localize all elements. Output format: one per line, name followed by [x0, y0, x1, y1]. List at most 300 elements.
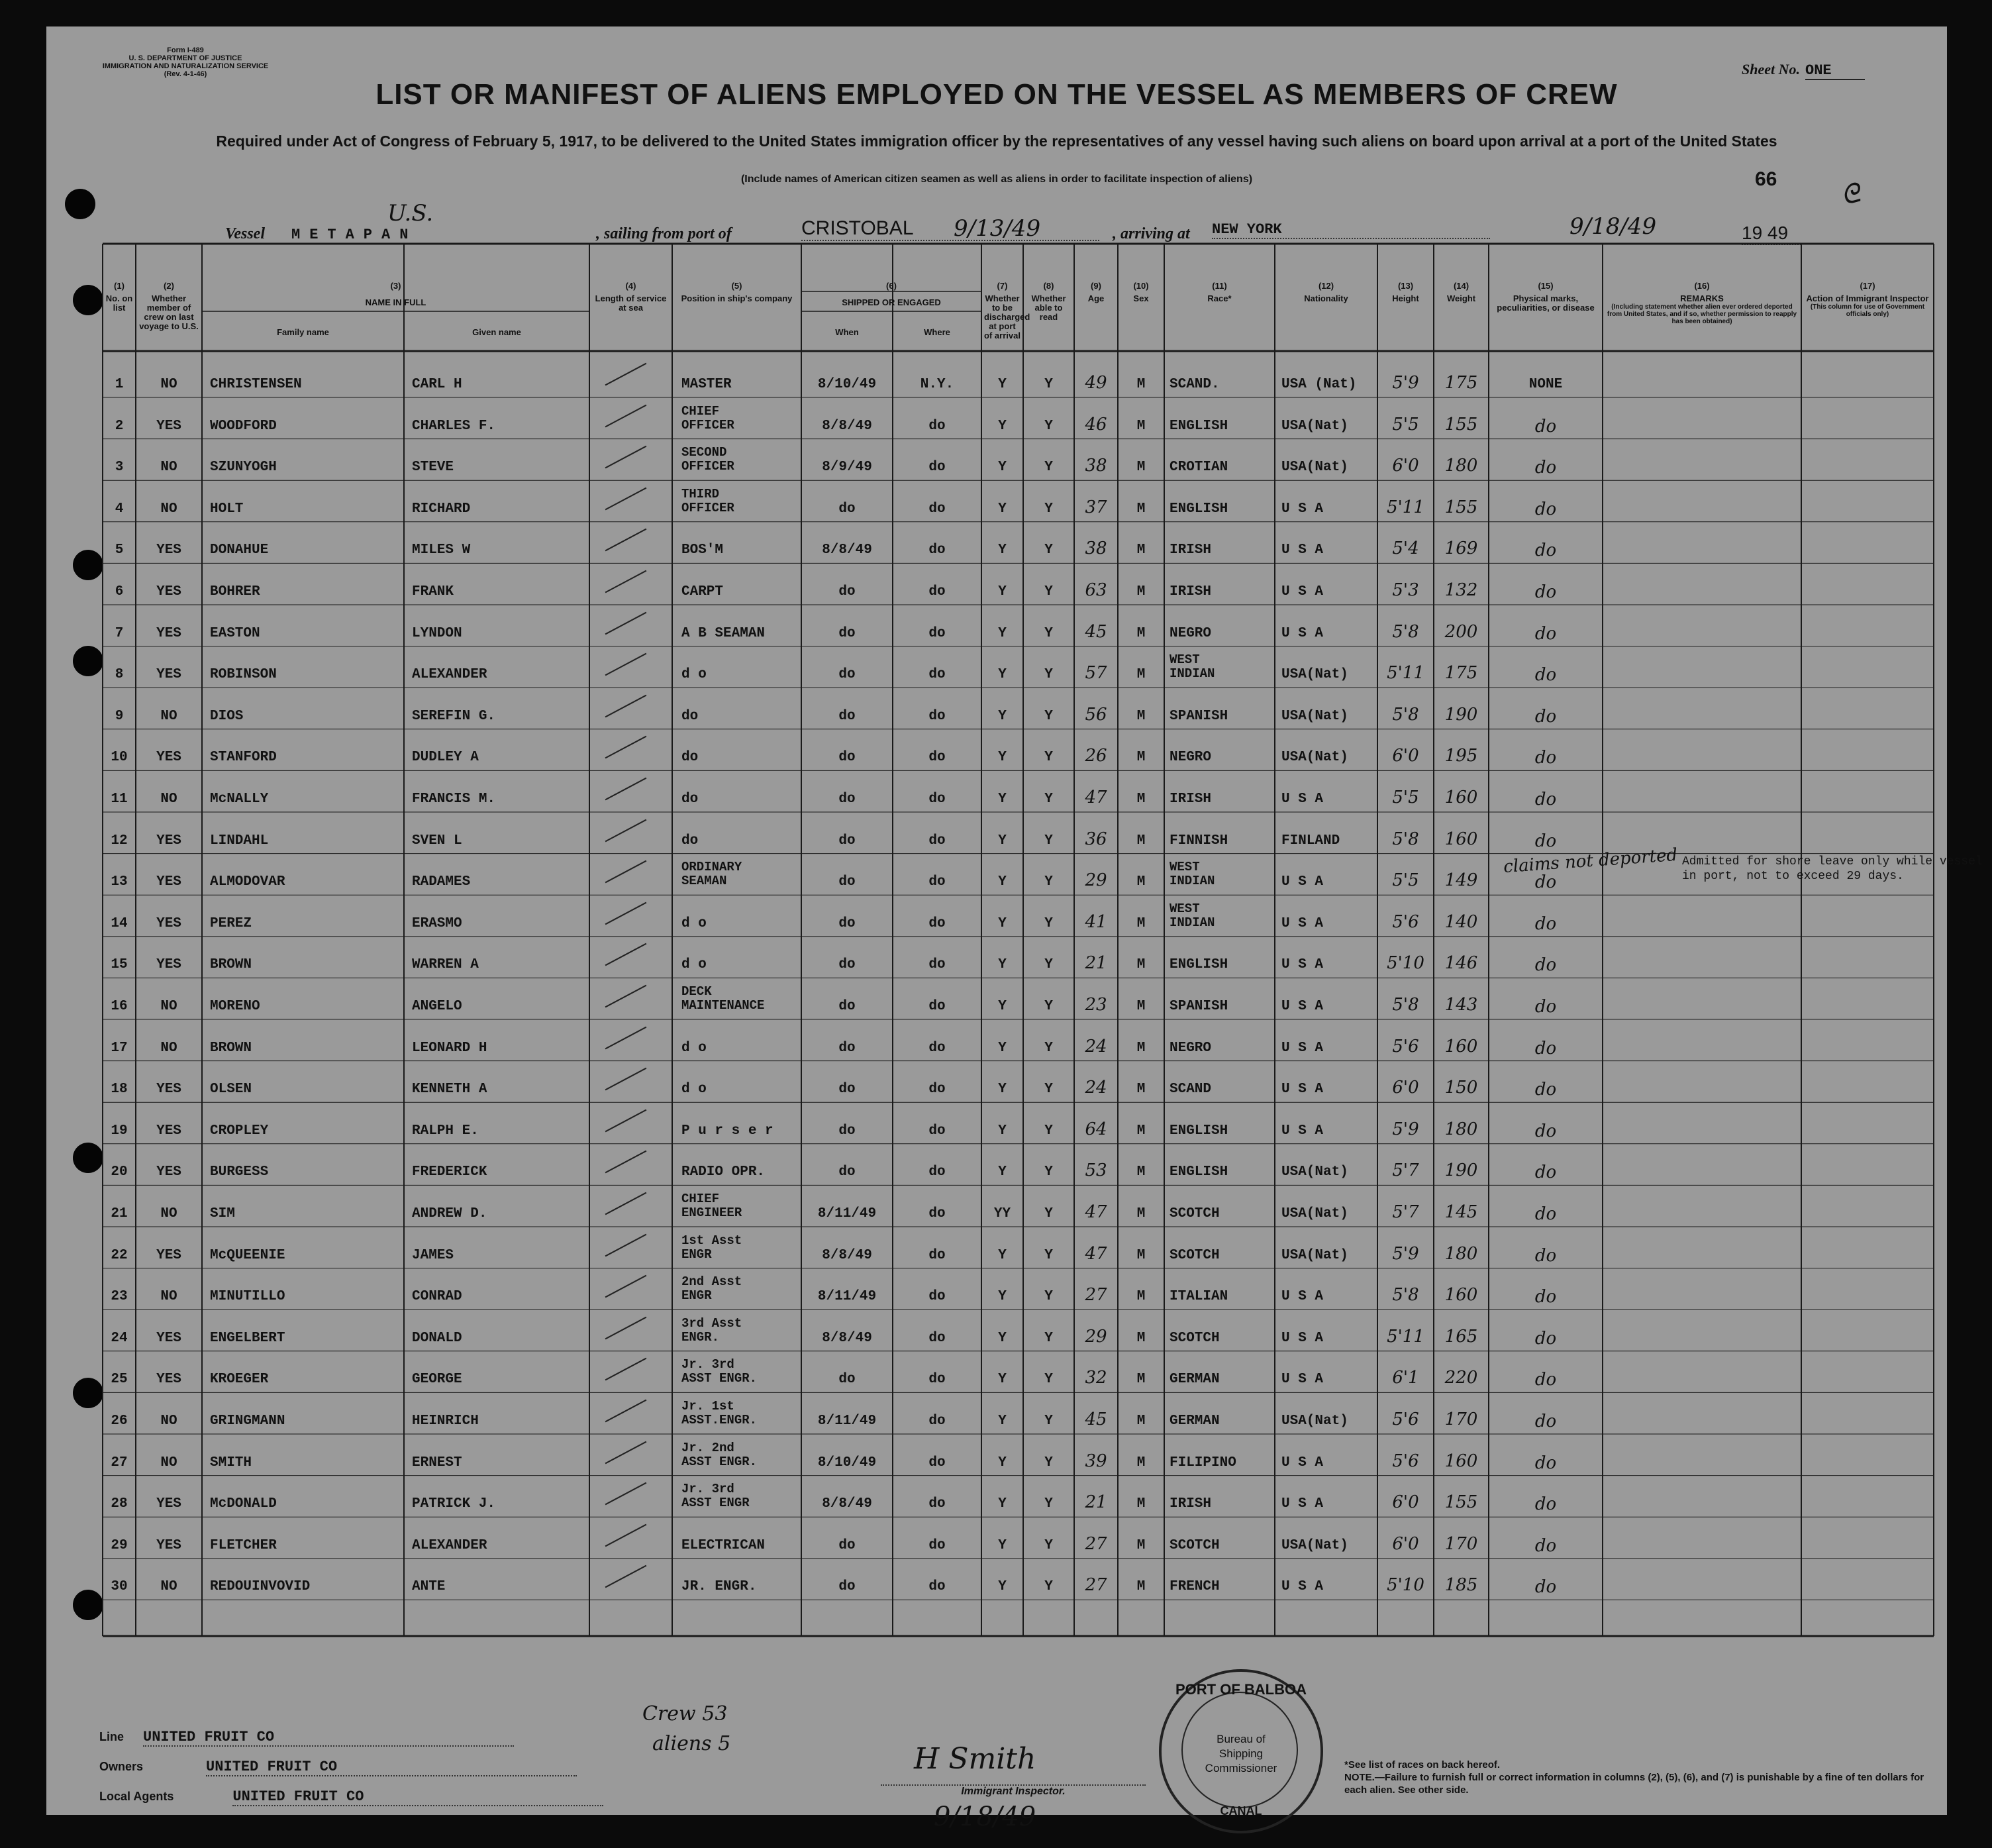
- cell-last-voyage: NO: [160, 999, 177, 1014]
- column-number: (6): [886, 281, 897, 291]
- cell-sex: M: [1136, 792, 1146, 807]
- column-number: (17): [1860, 281, 1875, 291]
- cell-physical-marks: do: [1534, 706, 1557, 727]
- cell-when: 8/10/49: [817, 1455, 877, 1470]
- cell-race: FRENCH: [1170, 1579, 1220, 1595]
- cell-nationality: USA(Nat): [1281, 418, 1348, 434]
- cell-physical-marks: do: [1534, 831, 1557, 851]
- cell-age: 39: [1085, 1451, 1107, 1471]
- cell-discharged: Y: [998, 750, 1007, 766]
- cell-able-to-read: Y: [1044, 1413, 1053, 1429]
- cell-discharged: Y: [998, 957, 1007, 973]
- column-subheader: When: [835, 327, 859, 337]
- cell-nationality: U S A: [1281, 999, 1324, 1014]
- cell-where: do: [928, 1123, 946, 1139]
- cell-last-voyage: YES: [156, 1082, 181, 1098]
- cell-position: Jr. 2nd: [681, 1440, 734, 1455]
- line-field: Line UNITED FRUIT CO: [99, 1729, 514, 1747]
- cell-family-name: OLSEN: [210, 1082, 252, 1098]
- cell-height: 5'8: [1392, 995, 1419, 1015]
- cell-position: d o: [681, 957, 707, 973]
- cell-discharged: Y: [998, 833, 1007, 848]
- cell-when: do: [838, 501, 856, 517]
- cell-family-name: SIM: [210, 1206, 235, 1221]
- cell-weight: 155: [1444, 414, 1478, 435]
- cell-weight: 165: [1444, 1326, 1478, 1347]
- cell-position: THIRD: [681, 486, 720, 501]
- cell-given-name: ERNEST: [412, 1455, 462, 1470]
- length-of-service-mark: [605, 611, 647, 635]
- cell-weight: 160: [1444, 1285, 1478, 1306]
- cell-when: 8/8/49: [822, 1496, 872, 1512]
- cell-age: 56: [1085, 704, 1107, 725]
- cell-given-name: ALEXANDER: [412, 1537, 487, 1553]
- cell-physical-marks: do: [1534, 416, 1557, 436]
- cell-last-voyage: YES: [156, 874, 181, 890]
- length-of-service-mark: [605, 487, 647, 510]
- cell-sex: M: [1136, 1206, 1146, 1221]
- cell-last-voyage: NO: [160, 1455, 177, 1470]
- cell-given-name: PATRICK J.: [412, 1496, 496, 1512]
- cell-given-name: STEVE: [412, 460, 454, 476]
- cell-family-name: MINUTILLO: [210, 1289, 285, 1305]
- cell-last-voyage: NO: [160, 792, 177, 807]
- stamp-outer-text: PORT OF BALBOA: [1175, 1681, 1307, 1698]
- cell-last-voyage: YES: [156, 1372, 181, 1388]
- footnote-penalty: NOTE.—Failure to furnish full or correct information in columns (2), (5), (6), and (7) is punishable by a fine of ten dollars for each alien. See other side.: [1344, 1772, 1924, 1796]
- cell-when: do: [838, 833, 856, 848]
- cell-last-voyage: YES: [156, 542, 181, 558]
- column-header: Race*: [1207, 293, 1232, 303]
- cell-number: 15: [111, 957, 128, 973]
- cell-sex: M: [1136, 584, 1146, 599]
- cell-last-voyage: NO: [160, 708, 177, 724]
- cell-discharged: Y: [998, 501, 1007, 517]
- cell-when: 8/9/49: [822, 460, 872, 476]
- cell-where: do: [928, 1496, 946, 1512]
- cell-race: INDIAN: [1170, 666, 1215, 682]
- column-number: (5): [731, 281, 742, 291]
- cell-weight: 180: [1444, 1243, 1478, 1264]
- cell-when: 8/8/49: [822, 1247, 872, 1263]
- length-of-service-mark: [605, 1400, 647, 1423]
- length-of-service-mark: [605, 901, 647, 925]
- cell-nationality: U S A: [1281, 501, 1324, 517]
- cell-weight: 146: [1444, 953, 1478, 974]
- cell-sex: M: [1136, 542, 1146, 558]
- cell-nationality: USA(Nat): [1281, 1164, 1348, 1180]
- cell-height: 5'10: [1387, 1575, 1424, 1596]
- cell-position: ENGR.: [681, 1329, 720, 1345]
- vessel-name-field: [291, 225, 589, 244]
- corner-mark: ᘓ: [1837, 178, 1864, 211]
- cell-where: do: [928, 1330, 946, 1346]
- cell-given-name: RICHARD: [412, 501, 471, 517]
- cell-age: 24: [1085, 1078, 1107, 1098]
- cell-physical-marks: do: [1534, 499, 1557, 519]
- cell-number: 3: [115, 460, 124, 476]
- cell-sex: M: [1136, 377, 1146, 392]
- cell-age: 29: [1085, 1326, 1107, 1347]
- cell-physical-marks: do: [1534, 955, 1557, 976]
- cell-able-to-read: Y: [1044, 1082, 1053, 1098]
- cell-age: 29: [1085, 870, 1107, 891]
- length-of-service-mark: [605, 778, 647, 801]
- cell-race: IRISH: [1170, 1496, 1212, 1512]
- cell-position: Jr. 3rd: [681, 1357, 734, 1372]
- punch-hole: [73, 285, 103, 315]
- cell-nationality: FINLAND: [1281, 833, 1340, 848]
- cell-height: 6'0: [1392, 1078, 1419, 1098]
- column-header: Position in ship's company: [681, 293, 793, 303]
- cell-position: d o: [681, 915, 707, 931]
- column-number: (13): [1397, 281, 1414, 291]
- cell-where: do: [928, 1289, 946, 1305]
- cell-nationality: U S A: [1281, 1372, 1324, 1388]
- cell-where: do: [928, 625, 946, 641]
- cell-last-voyage: NO: [160, 501, 177, 517]
- cell-physical-marks: do: [1534, 997, 1557, 1017]
- cell-position: 2nd Asst: [681, 1274, 742, 1290]
- punch-hole: [73, 646, 103, 676]
- cell-race: ENGLISH: [1170, 1123, 1228, 1139]
- cell-race: SCOTCH: [1170, 1206, 1220, 1221]
- cell-last-voyage: NO: [160, 1579, 177, 1595]
- cell-sex: M: [1136, 1372, 1146, 1388]
- cell-age: 32: [1085, 1368, 1107, 1388]
- cell-where: do: [928, 708, 946, 724]
- cell-weight: 169: [1444, 539, 1478, 559]
- length-of-service-mark: [605, 694, 647, 717]
- column-header-note: (This column for use of Government officials only): [1810, 303, 1925, 318]
- cell-height: 5'8: [1392, 621, 1419, 642]
- length-of-service-mark: [605, 1441, 647, 1464]
- cell-position: OFFICER: [681, 417, 734, 433]
- cell-weight: 155: [1444, 1492, 1478, 1513]
- cell-when: do: [838, 1372, 856, 1388]
- cell-race: SPANISH: [1170, 999, 1228, 1014]
- cell-sex: M: [1136, 1455, 1146, 1470]
- cell-discharged: Y: [998, 625, 1007, 641]
- cell-weight: 180: [1444, 1119, 1478, 1139]
- cell-sex: M: [1136, 1537, 1146, 1553]
- cell-race: CROTIAN: [1170, 460, 1228, 476]
- cell-race: IRISH: [1170, 584, 1212, 599]
- cell-family-name: BROWN: [210, 957, 252, 973]
- owners-value: UNITED FRUIT CO: [206, 1759, 577, 1776]
- cell-where: do: [928, 957, 946, 973]
- cell-able-to-read: Y: [1044, 1537, 1053, 1553]
- cell-position: BOS'M: [681, 542, 724, 558]
- cell-discharged: YY: [993, 1206, 1011, 1221]
- column-number: (14): [1453, 281, 1469, 291]
- punch-hole: [73, 1143, 103, 1173]
- cell-age: 63: [1085, 580, 1107, 600]
- cell-able-to-read: Y: [1044, 667, 1053, 683]
- cell-physical-marks: do: [1534, 1577, 1557, 1598]
- length-of-service-mark: [605, 1109, 647, 1132]
- cell-position: MASTER: [681, 377, 732, 392]
- cell-when: do: [838, 957, 856, 973]
- cell-number: 1: [115, 377, 124, 392]
- cell-height: 5'10: [1387, 953, 1424, 974]
- cell-nationality: USA(Nat): [1281, 1537, 1348, 1553]
- cell-last-voyage: YES: [156, 584, 181, 599]
- cell-where: do: [928, 792, 946, 807]
- cell-sex: M: [1136, 915, 1146, 931]
- cell-race: ENGLISH: [1170, 501, 1228, 517]
- page-count-number: 66: [1755, 168, 1777, 190]
- cell-sex: M: [1136, 1082, 1146, 1098]
- cell-last-voyage: NO: [160, 1206, 177, 1221]
- cell-weight: 160: [1444, 1451, 1478, 1471]
- cell-number: 29: [111, 1537, 128, 1553]
- cell-position: Jr. 3rd: [681, 1482, 734, 1497]
- line-value: UNITED FRUIT CO: [143, 1729, 514, 1747]
- cell-able-to-read: Y: [1044, 377, 1053, 392]
- cell-discharged: Y: [998, 1413, 1007, 1429]
- cell-sex: M: [1136, 1040, 1146, 1056]
- cell-race: ENGLISH: [1170, 1164, 1228, 1180]
- cell-sex: M: [1136, 833, 1146, 848]
- cell-family-name: BOHRER: [210, 584, 260, 599]
- cell-number: 21: [111, 1206, 128, 1221]
- cell-weight: 180: [1444, 456, 1478, 476]
- cell-discharged: Y: [998, 1247, 1007, 1263]
- cell-where: do: [928, 750, 946, 766]
- cell-where: do: [928, 1206, 946, 1221]
- cell-position: do: [681, 792, 699, 807]
- cell-family-name: FLETCHER: [210, 1537, 277, 1553]
- cell-when: 8/11/49: [817, 1413, 877, 1429]
- cell-height: 5'8: [1392, 704, 1419, 725]
- cell-given-name: CONRAD: [412, 1289, 462, 1305]
- cell-height: 5'7: [1392, 1160, 1419, 1181]
- cell-physical-marks: do: [1534, 582, 1557, 602]
- column-header: SHIPPED OR ENGAGED: [842, 297, 941, 307]
- cell-able-to-read: Y: [1044, 999, 1053, 1014]
- cell-nationality: USA(Nat): [1281, 1247, 1348, 1263]
- length-of-service-mark: [605, 363, 647, 386]
- cell-discharged: Y: [998, 874, 1007, 890]
- aliens-count-note: aliens 5: [652, 1732, 731, 1755]
- cell-family-name: DIOS: [210, 708, 244, 724]
- cell-position: d o: [681, 1040, 707, 1056]
- cell-number: 6: [115, 584, 124, 599]
- cell-where: do: [928, 418, 946, 434]
- cell-race: FILIPINO: [1170, 1455, 1236, 1470]
- cell-weight: 160: [1444, 829, 1478, 849]
- cell-last-voyage: YES: [156, 1330, 181, 1346]
- cell-physical-marks: do: [1534, 458, 1557, 478]
- cell-physical-marks: do: [1534, 1370, 1557, 1390]
- cell-able-to-read: Y: [1044, 833, 1053, 848]
- cell-when: do: [838, 1579, 856, 1595]
- column-number: (15): [1538, 281, 1554, 291]
- cell-number: 17: [111, 1040, 128, 1056]
- cell-physical-marks: do: [1534, 1412, 1557, 1431]
- arrival-port: NEW YORK: [1212, 221, 1490, 239]
- cell-weight: 185: [1444, 1575, 1478, 1596]
- cell-height: 6'0: [1392, 746, 1419, 766]
- cell-where: do: [928, 1579, 946, 1595]
- department: U. S. DEPARTMENT OF JUSTICE: [128, 54, 242, 62]
- cell-position: ASST ENGR.: [681, 1371, 758, 1386]
- cell-number: 11: [111, 792, 128, 807]
- length-of-service-mark: [605, 943, 647, 966]
- length-of-service-mark: [605, 736, 647, 759]
- page-subtitle: Required under Act of Congress of February 5, 1917, to be delivered to the United States immigration officer by the representatives of any vessel having such aliens on board upon arrival at a port of the United States: [216, 132, 1777, 150]
- cell-height: 5'3: [1392, 580, 1419, 600]
- cell-height: 6'0: [1392, 456, 1419, 476]
- cell-number: 2: [115, 418, 124, 434]
- cell-position: CARPT: [681, 584, 724, 599]
- cell-discharged: Y: [998, 1164, 1007, 1180]
- column-header: REMARKS (Including statement whether alien ever ordered deported from United States, and if so, whether permission to reapply has been obtained): [1605, 294, 1799, 325]
- cell-family-name: ALMODOVAR: [210, 874, 285, 890]
- cell-age: 45: [1085, 621, 1107, 642]
- cell-given-name: CARL H: [412, 377, 462, 392]
- cell-given-name: KENNETH A: [412, 1082, 487, 1098]
- length-of-service-mark: [605, 860, 647, 884]
- cell-given-name: SEREFIN G.: [412, 708, 496, 724]
- cell-height: 5'5: [1392, 788, 1419, 807]
- cell-height: 5'9: [1392, 1119, 1419, 1139]
- cell-when: 8/8/49: [822, 542, 872, 558]
- cell-able-to-read: Y: [1044, 1455, 1053, 1470]
- cell-position: 3rd Asst: [681, 1315, 742, 1331]
- cell-able-to-read: Y: [1044, 874, 1053, 890]
- cell-position: A B SEAMAN: [681, 625, 766, 641]
- cell-position: MAINTENANCE: [681, 998, 765, 1013]
- cell-family-name: KROEGER: [210, 1372, 269, 1388]
- cell-sex: M: [1136, 1330, 1146, 1346]
- column-header: Weight: [1446, 293, 1476, 303]
- cell-where: do: [928, 1372, 946, 1388]
- handwritten-remark: claims not deported: [1503, 845, 1679, 878]
- cell-sex: M: [1136, 708, 1146, 724]
- cell-nationality: USA(Nat): [1281, 1206, 1348, 1221]
- cell-family-name: McNALLY: [210, 792, 269, 807]
- cell-nationality: USA(Nat): [1281, 667, 1348, 683]
- cell-last-voyage: YES: [156, 667, 181, 683]
- cell-physical-marks: do: [1534, 872, 1557, 893]
- cell-discharged: Y: [998, 915, 1007, 931]
- cell-age: 21: [1085, 1492, 1107, 1513]
- cell-position: ASST.ENGR.: [681, 1413, 758, 1427]
- column-number: (1): [114, 281, 124, 291]
- cell-number: 30: [111, 1579, 128, 1595]
- cell-given-name: SVEN L: [412, 833, 462, 848]
- column-header: Height: [1392, 293, 1419, 303]
- cell-height: 5'9: [1392, 373, 1419, 393]
- cell-height: 5'5: [1392, 870, 1419, 891]
- cell-number: 16: [111, 999, 128, 1014]
- cell-height: 5'6: [1392, 911, 1419, 932]
- cell-family-name: BROWN: [210, 1040, 252, 1056]
- cell-given-name: RALPH E.: [412, 1123, 479, 1139]
- cell-weight: 175: [1444, 663, 1478, 684]
- agents-value: UNITED FRUIT CO: [232, 1788, 603, 1806]
- cell-age: 27: [1085, 1533, 1107, 1554]
- cell-number: 12: [111, 833, 128, 848]
- cell-position: P u r s e r: [681, 1123, 773, 1139]
- cell-race: GERMAN: [1170, 1372, 1220, 1388]
- cell-where: do: [928, 542, 946, 558]
- cell-given-name: ALEXANDER: [412, 667, 487, 683]
- cell-weight: 132: [1444, 580, 1478, 600]
- cell-when: do: [838, 1164, 856, 1180]
- cell-position: ORDINARY: [681, 860, 742, 875]
- cell-age: 36: [1085, 829, 1107, 849]
- cell-physical-marks: NONE: [1528, 377, 1563, 392]
- arrival-date: 9/18/49: [1569, 213, 1657, 240]
- length-of-service-mark: [605, 570, 647, 593]
- column-number: (8): [1043, 281, 1054, 291]
- cell-given-name: JAMES: [412, 1247, 454, 1263]
- column-number: (7): [997, 281, 1008, 291]
- cell-number: 8: [115, 667, 124, 683]
- cell-age: 21: [1085, 953, 1107, 974]
- stamp-bottom-text: CANAL: [1220, 1804, 1262, 1818]
- cell-discharged: Y: [998, 1123, 1007, 1139]
- cell-physical-marks: do: [1534, 790, 1557, 809]
- length-of-service-mark: [605, 653, 647, 676]
- cell-position: do: [681, 750, 699, 766]
- cell-given-name: MILES W: [412, 542, 471, 558]
- cell-number: 10: [111, 750, 128, 766]
- cell-race: NEGRO: [1170, 625, 1212, 641]
- cell-discharged: Y: [998, 542, 1007, 558]
- cell-number: 22: [111, 1247, 128, 1263]
- cell-able-to-read: Y: [1044, 1123, 1053, 1139]
- cell-physical-marks: do: [1534, 913, 1557, 934]
- cell-last-voyage: NO: [160, 377, 177, 392]
- length-of-service-mark: [605, 529, 647, 552]
- cell-number: 28: [111, 1496, 128, 1512]
- cell-where: do: [928, 874, 946, 890]
- cell-when: do: [838, 792, 856, 807]
- cell-last-voyage: YES: [156, 1123, 181, 1139]
- sheet-number-value: ONE: [1805, 62, 1865, 80]
- cell-discharged: Y: [998, 377, 1007, 392]
- cell-age: 45: [1085, 1410, 1107, 1429]
- cell-height: 5'6: [1392, 1451, 1419, 1471]
- cell-discharged: Y: [998, 792, 1007, 807]
- cell-discharged: Y: [998, 1537, 1007, 1553]
- punch-hole: [65, 189, 95, 219]
- cell-race: IRISH: [1170, 792, 1212, 807]
- cell-race: NEGRO: [1170, 1040, 1212, 1056]
- cell-discharged: Y: [998, 460, 1007, 476]
- cell-number: 25: [111, 1372, 128, 1388]
- length-of-service-mark: [605, 1565, 647, 1588]
- cell-when: do: [838, 1082, 856, 1098]
- column-subheader: Family name: [277, 327, 329, 337]
- cell-nationality: U S A: [1281, 1330, 1324, 1346]
- cell-age: 57: [1085, 663, 1107, 684]
- cell-nationality: USA(Nat): [1281, 750, 1348, 766]
- cell-number: 18: [111, 1082, 128, 1098]
- cell-family-name: SZUNYOGH: [210, 460, 277, 476]
- cell-position: ASST ENGR: [681, 1496, 750, 1511]
- cell-given-name: LEONARD H: [412, 1040, 487, 1056]
- cell-family-name: CROPLEY: [210, 1123, 269, 1139]
- cell-physical-marks: do: [1534, 1494, 1557, 1515]
- departure-date: 9/13/49: [954, 215, 1041, 242]
- cell-nationality: U S A: [1281, 1455, 1324, 1470]
- cell-when: do: [838, 1123, 856, 1139]
